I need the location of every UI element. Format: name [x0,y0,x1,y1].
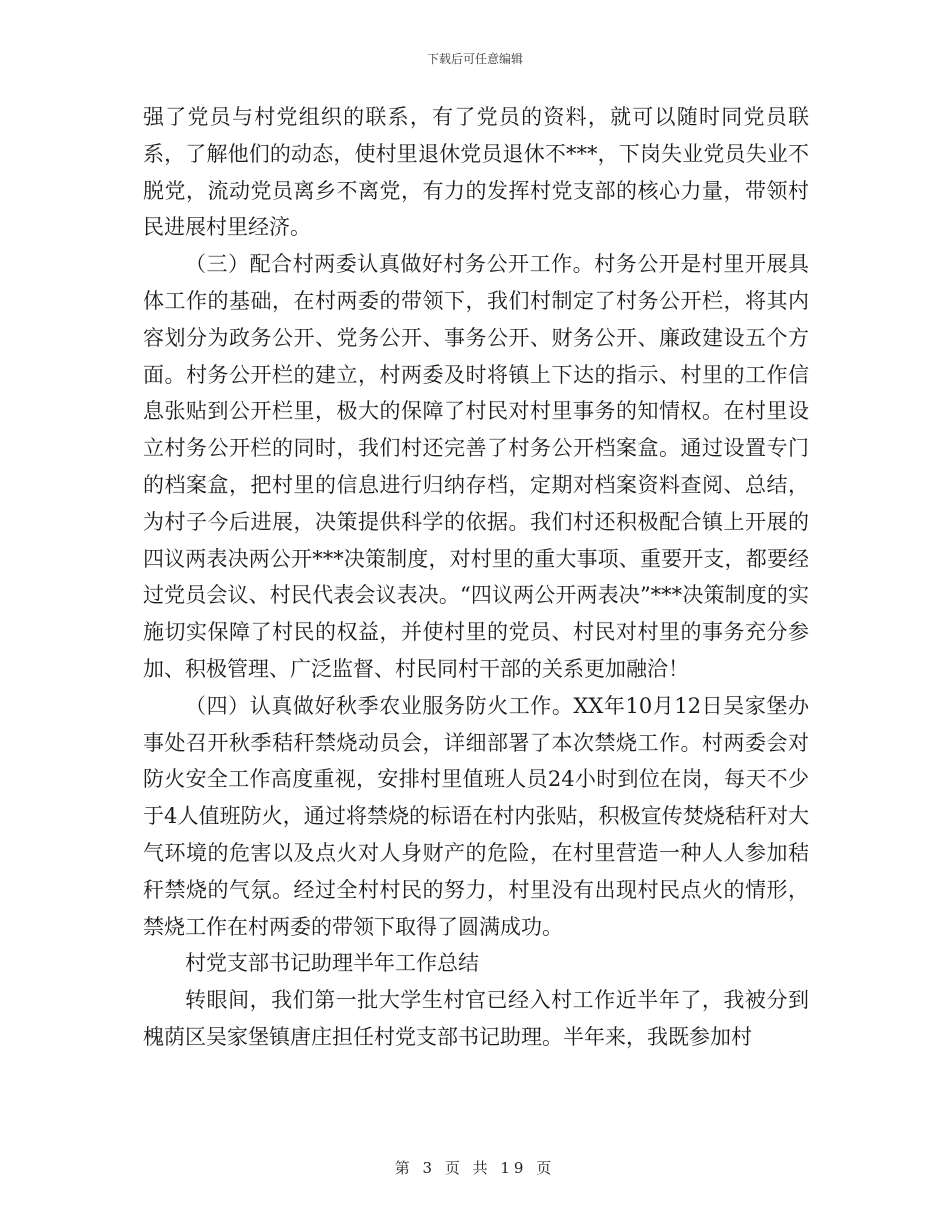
paragraph-section-four: （四）认真做好秋季农业服务防火工作。XX年10月12日吴家堡办事处召开秋季秸秆禁烧动员会，详细部署了本次禁烧工作。村两委会对防火安全工作高度重视，安排村里值班人员24小时到位在岗，每天不少于4人值班防火，通过将禁烧的标语在村内张贴，积极宣传焚烧秸秆对大气环境的危害以及点火对人身财产的危险，在村里营造一种人人参加秸秆禁烧的气氛。经过全村村民的努力，村里没有出现村民点火的情形，禁烧工作在村两委的带领下取得了圆满成功。 [143,693,809,939]
document-body [143,99,809,1056]
paragraph-continuation: 强了党员与村党组织的联系，有了党员的资料，就可以随时同党员联系，了解他们的动态，使村里退休党员退休不***，下岗失业党员失业不脱党，流动党员离乡不离党，有力的发挥村党支部的核心力量，带领村民进展村里经济。 [143,105,809,240]
paragraph-section-three: （三）配合村两委认真做好村务公开工作。村务公开是村里开展具体工作的基础，在村两委的带领下，我们村制定了村务公开栏，将其内容划分为政务公开、党务公开、事务公开、财务公开、廉政建设五个方面。村务公开栏的建立，村两委及时将镇上下达的指示、村里的工作信息张贴到公开栏里，极大的保障了村民对村里事务的知情权。在村里设立村务公开栏的同时，我们村还完善了村务公开档案盒。通过设置专门的档案盒，把村里的信息进行归纳存档，定期对档案资料查阅、总结，为村子今后进展，决策提供科学的依据。我们村还积极配合镇上开展的四议两表决两公开***决策制度，对村里的重大事项、重要开支，都要经过党员会议、村民代表会议表决。“四议两公开两表决”***决策制度的实施切实保障了村民的权益，并使村里的党员、村民对村里的事务充分参加、积极管理、广泛监督、村民同村干部的关系更加融洽！ [143,252,809,681]
page-number-footer: 第 3 页 共 19 页 [394,1159,556,1177]
paragraph-intro: 转眼间，我们第一批大学生村官已经入村工作近半年了，我被分到槐荫区吴家堡镇唐庄担任村党支部书记助理。半年来，我既参加村 [143,988,809,1049]
page-header: 下载后可任意编辑 [426,52,523,66]
section-title: 村党支部书记助理半年工作总结 [185,951,479,976]
